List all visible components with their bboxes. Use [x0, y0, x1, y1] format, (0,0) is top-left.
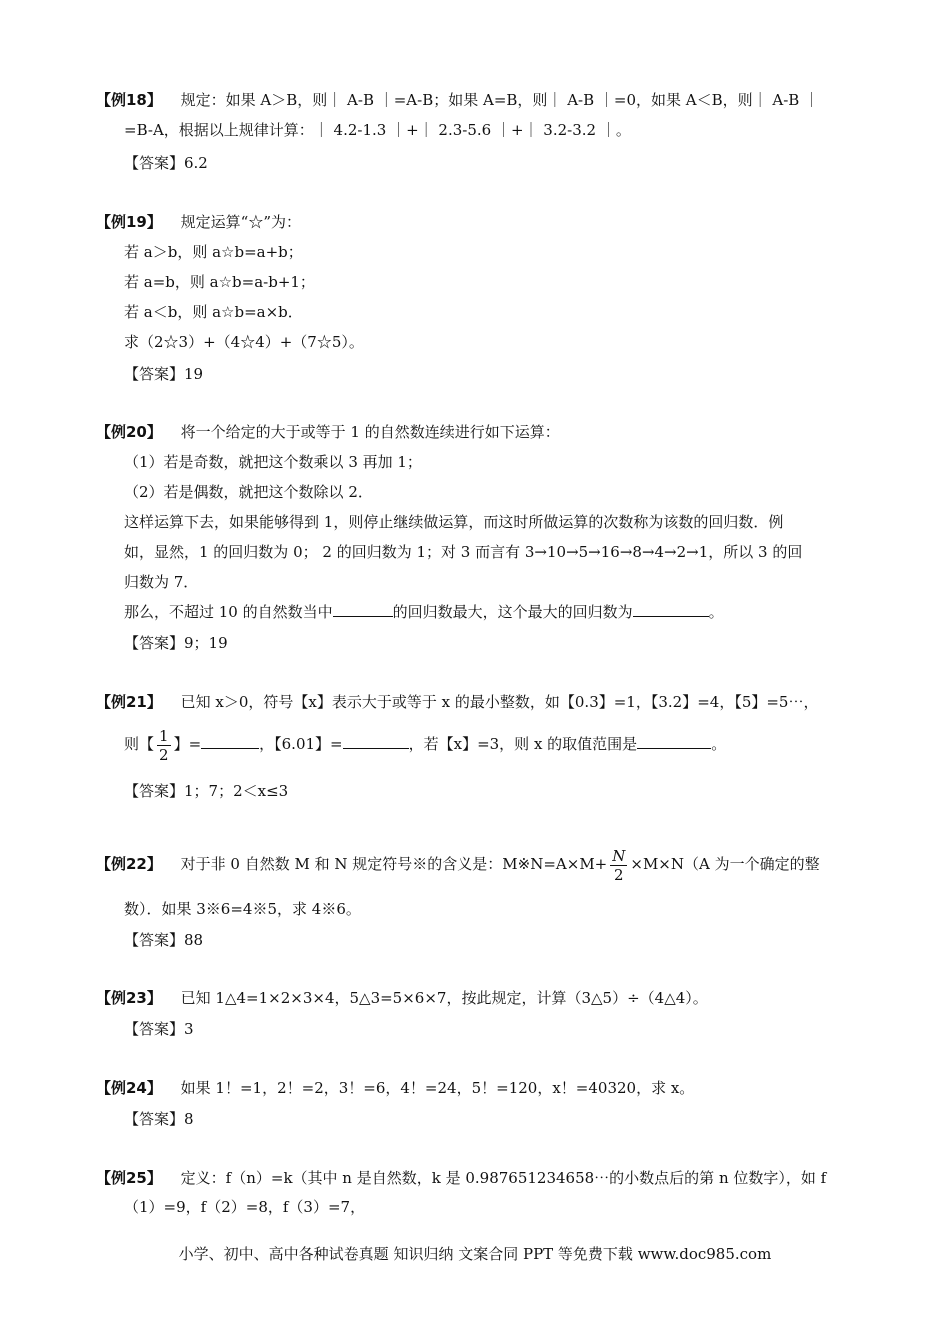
- example-21-answer: 【答案】1；7；2＜x≤3: [124, 782, 289, 800]
- example-20-line-4: 这样运算下去，如果能够得到 1，则停止继续做运算，而这时所做运算的次数称为该数的回归数．例: [124, 513, 784, 531]
- example-20-answer: 【答案】9；19: [124, 634, 228, 652]
- example-22-tag: 【例22】: [96, 855, 162, 873]
- example-23-text-1: 已知 1△4=1×2×3×4，5△3=5×6×7，按此规定，计算（3△5）÷（4△4）。: [180, 989, 708, 1007]
- example-21-tag: 【例21】: [96, 693, 162, 711]
- example-25-text-1: 定义：f（n）=k（其中 n 是自然数，k 是 0.987651234658⋯的小数点后的第 n 位数字），如 f: [180, 1169, 827, 1187]
- example-18-text-1: 规定：如果 A＞B，则｜ A-B ｜=A-B；如果 A=B，则｜ A-B ｜=0，如果 A＜B，则｜ A-B ｜: [180, 91, 820, 109]
- example-19-line-2: 若 a＞b，则 a☆b=a+b；: [124, 243, 303, 261]
- example-22-line-2: 数）．如果 3※6=4※5，求 4※6。: [124, 900, 361, 918]
- example-25-tag: 【例25】: [96, 1169, 162, 1187]
- example-18-tag: 【例18】: [96, 91, 162, 109]
- example-24-tag: 【例24】: [96, 1079, 162, 1097]
- example-20-line-2: （1）若是奇数，就把这个数乘以 3 再加 1；: [124, 453, 422, 471]
- example-20-line-6: 归数为 7．: [124, 573, 199, 591]
- fraction-one-half: [157, 727, 171, 764]
- answer-blank: [201, 734, 259, 749]
- page-footer: 小学、初中、高中各种试卷真题 知识归纳 文案合同 PPT 等免费下载 www.doc985.com: [178, 1245, 772, 1263]
- example-19-line-5: 求（2☆3）+（4☆4）+（7☆5）。: [124, 333, 364, 351]
- example-18-line-1: [96, 90, 819, 110]
- example-19-line-4: 若 a＜b，则 a☆b=a×b．: [124, 303, 303, 321]
- example-19-line-1: [96, 212, 301, 232]
- answer-blank: [637, 734, 711, 749]
- example-20-line-5: 如，显然，1 的回归数为 0； 2 的回归数为 1；对 3 而言有 3→10→5→16→8→4→2→1，所以 3 的回: [124, 543, 803, 561]
- fraction-numerator: 1: [159, 726, 169, 745]
- example-20-text-1: 将一个给定的大于或等于 1 的自然数连续进行如下运算：: [180, 423, 560, 441]
- example-23-answer: 【答案】3: [124, 1020, 194, 1038]
- example-18-line-2: =B-A，根据以上规律计算：｜ 4.2-1.3 ｜+｜ 2.3-5.6 ｜+｜ 3.2-3.2 ｜。: [124, 121, 631, 139]
- answer-blank: [333, 602, 393, 617]
- example-22-text-1b: ×M×N（A 为一个确定的整: [630, 855, 820, 873]
- example-21-text-2c: ，【6.01】=: [259, 735, 343, 753]
- answer-blank: [633, 602, 709, 617]
- example-23-line-1: [96, 988, 708, 1008]
- example-21-text-2d: ，若【x】=3，则 x 的取值范围是: [408, 735, 638, 753]
- example-21-text-1: 已知 x＞0，符号【x】表示大于或等于 x 的最小整数，如【0.3】=1，【3.2】=4，【5】=5⋯，: [180, 693, 819, 711]
- example-22-line-1: [96, 842, 820, 886]
- example-22-answer: 【答案】88: [124, 931, 204, 949]
- example-21-line-1: [96, 692, 818, 712]
- example-21-text-2a: 则【: [124, 735, 155, 753]
- example-24-line-1: [96, 1078, 694, 1098]
- example-21-text-2b: 】=: [173, 735, 202, 753]
- example-20-line-1: [96, 422, 560, 442]
- example-19-line-3: 若 a=b，则 a☆b=a-b+1；: [124, 273, 315, 291]
- example-19-answer: 【答案】19: [124, 365, 204, 383]
- example-25-line-2: （1）=9，f（2）=8，f（3）=7，: [124, 1198, 366, 1216]
- example-20-line-3: （2）若是偶数，就把这个数除以 2．: [124, 483, 373, 501]
- answer-blank: [343, 734, 409, 749]
- example-20-text-7c: 。: [708, 603, 724, 621]
- example-22-text-1a: 对于非 0 自然数 M 和 N 规定符号※的含义是：M※N=A×M+: [180, 855, 608, 873]
- example-21-line-2: [124, 722, 726, 766]
- fraction-numerator: N: [612, 846, 626, 865]
- example-24-answer: 【答案】8: [124, 1110, 194, 1128]
- fraction-denominator: 2: [614, 865, 624, 884]
- example-21-text-2e: 。: [711, 735, 727, 753]
- example-18-answer: 【答案】6.2: [124, 154, 208, 172]
- fraction-denominator: 2: [159, 745, 169, 764]
- example-19-text-1: 规定运算“☆”为：: [180, 213, 301, 231]
- example-20-text-7b: 的回归数最大，这个最大的回归数为: [392, 603, 633, 621]
- example-23-tag: 【例23】: [96, 989, 162, 1007]
- example-20-text-7a: 那么，不超过 10 的自然数当中: [124, 603, 333, 621]
- example-20-tag: 【例20】: [96, 423, 162, 441]
- example-19-tag: 【例19】: [96, 213, 162, 231]
- example-20-line-7: [124, 602, 724, 622]
- example-24-text-1: 如果 1！=1，2！=2，3！=6，4！=24，5！=120，x！=40320，求 x。: [180, 1079, 695, 1097]
- example-25-line-1: [96, 1168, 826, 1188]
- fraction-n-over-2: [610, 847, 627, 884]
